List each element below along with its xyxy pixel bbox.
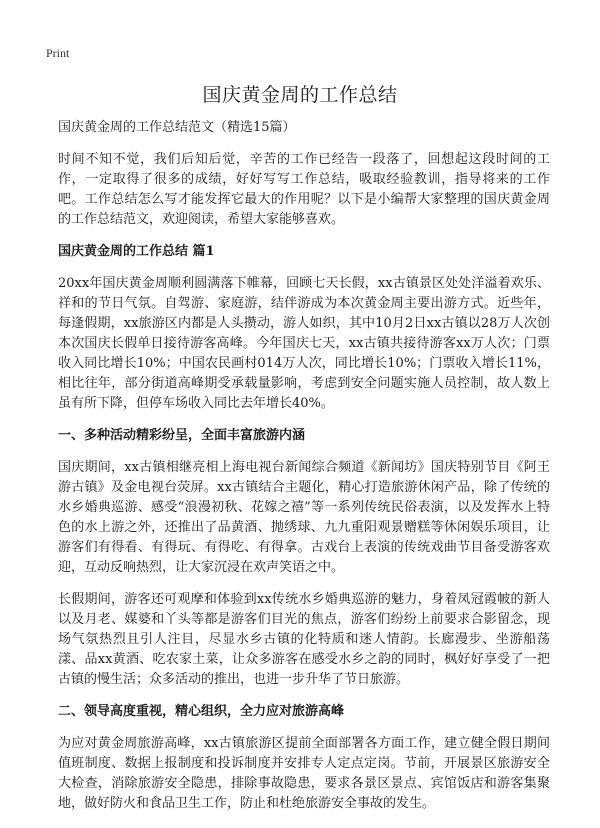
page-title: 国庆黄金周的工作总结 <box>202 84 398 106</box>
section1-paragraph-2: 长假期间，游客还可观摩和体验到xx传统水乡婚典巡游的魅力，身着凤冠霞帔的新人以及月老、媒婆和丫头等都是游客们目光的焦点，游客们纷纷上前要求合影留念，现场气氛热烈且引人注目，尽显水乡古镇的化特质和迷人情韵。长廊漫步、坐游船荡漾、品xx黄酒、吃农家土菜，让众多游客在感受水乡之韵的同时，枫好好享受了一把古镇的慢生活；众多活动的推出，也进一步升华了节日旅游。 <box>58 592 550 687</box>
article-subtitle: 国庆黄金周的工作总结范文（精选15篇） <box>58 120 296 135</box>
part1-heading: 国庆黄金周的工作总结 篇1 <box>58 244 215 259</box>
print-link[interactable]: Print <box>46 46 70 60</box>
section1-heading: 一、多种活动精彩纷呈，全面丰富旅游内涵 <box>58 428 306 443</box>
part1-paragraph: 20xx年国庆黄金周顺利圆满落下帷幕，回顾七天长假，xx古镇景区处处洋溢着欢乐、祥和的节日气氛。自驾游、家庭游，结伴游成为本次黄金周主要出游方式。近些年，每逢假期，xx旅游区内都是人头攒动，游人如织，其中10月2日xx古镇以28万人次创本次国庆长假单日接待游客高峰。今年国庆七天，xx古镇共接待游客xx万人次；门票收入同比增长10%；中国农民画村014万人次，同比增长10%；门票收入增长11%，相比往年，部分街道高峰期受承载量影响，考虑到安全问题实施人员控制，故人数上虽有所下降，但停车场收入同比去年增长40%。 <box>58 276 550 411</box>
section1-paragraph-1: 国庆期间，xx古镇相继亮相上海电视台新闻综合频道《新闻坊》国庆特别节目《阿王游古镇》及金电视台荧屏。xx古镇结合主题化，精心打造旅游休闲产品，除了传统的水乡婚典巡游、感受“浪漫初秋、花嫁之禧”等一系列传统民俗表演，以及发挥水上特色的水上游之外，还推出了品黄酒、抛绣球、九九重阳观景赠糕等休闲娱乐项目，让游客们有得看、有得玩、有得吃、有得拿。古戏台上表演的传统戏曲节目备受游客欢迎，互动反响热烈，让大家沉浸在欢声笑语之中。 <box>58 460 550 575</box>
article-body <box>58 118 550 826</box>
intro-paragraph: 时间不知不觉，我们后知后觉，辛苦的工作已经告一段落了，回想起这段时间的工作，一定取得了很多的成绩，好好写写工作总结，吸取经验教训，指导将来的工作吧。工作总结怎么写才能发挥它最大的作用呢？以下是小编帮大家整理的国庆黄金周的工作总结范文，欢迎阅读，希望大家能够喜欢。 <box>58 152 550 227</box>
section2-heading: 二、领导高度重视，精心组织，全力应对旅游高峰 <box>58 704 345 719</box>
section2-paragraph-1: 为应对黄金周旅游高峰，xx古镇旅游区提前全面部署各方面工作，建立健全假日期间值班制度、数据上报制度和投诉制度并安排专人定点定岗。节前，开展景区旅游安全大检查，消除旅游安全隐患，排除事故隐患，要求各景区景点、宾馆饭店和游客集聚地，做好防火和食品卫生工作，防止和杜绝旅游安全事故的发生。 <box>58 736 550 811</box>
